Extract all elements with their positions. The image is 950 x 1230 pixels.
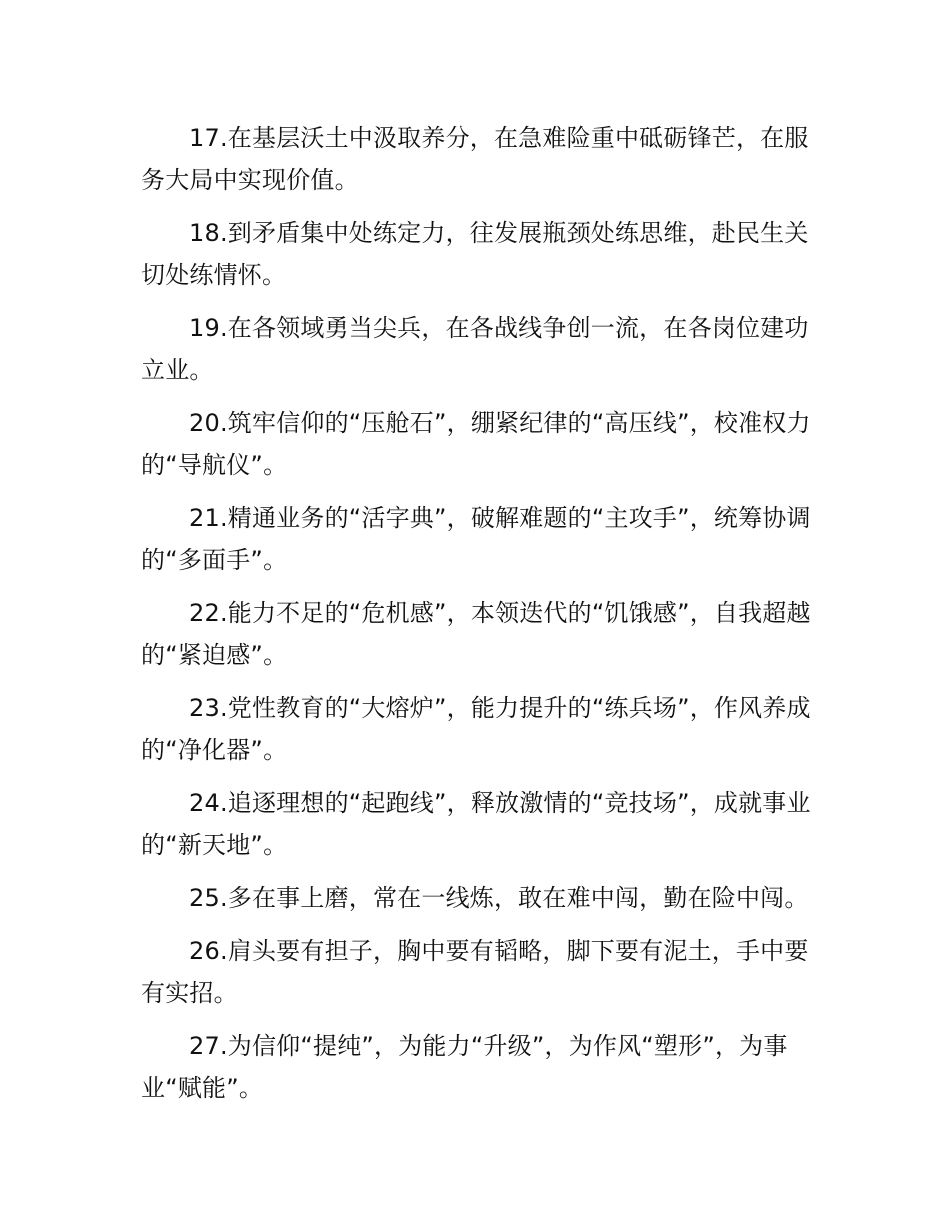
paragraph-20: 20.筑牢信仰的“压舱石”，绷紧纪律的“高压线”，校准权力的“导航仪”。 [141, 409, 811, 479]
document-body [141, 117, 811, 1120]
paragraph-25: 25.多在事上磨，常在一线炼，敢在难中闯，勤在险中闯。 [189, 884, 809, 912]
paragraph-19: 19.在各领域勇当尖兵，在各战线争创一流，在各岗位建功立业。 [141, 314, 809, 384]
paragraph-24: 24.追逐理想的“起跑线”，释放激情的“竞技场”，成就事业的“新天地”。 [141, 789, 811, 859]
paragraph-18: 18.到矛盾集中处练定力，往发展瓶颈处练思维，赴民生关切处练情怀。 [141, 219, 809, 289]
paragraph-26: 26.肩头要有担子，胸中要有韬略，脚下要有泥土，手中要有实招。 [141, 937, 809, 1007]
paragraph-21: 21.精通业务的“活字典”，破解难题的“主攻手”，统筹协调的“多面手”。 [141, 504, 811, 574]
paragraph-23: 23.党性教育的“大熔炉”，能力提升的“练兵场”，作风养成的“净化器”。 [141, 694, 811, 764]
paragraph-17: 17.在基层沃土中汲取养分，在急难险重中砥砺锋芒，在服务大局中实现价值。 [141, 124, 809, 194]
paragraph-22: 22.能力不足的“危机感”，本领迭代的“饥饿感”，自我超越的“紧迫感”。 [141, 599, 811, 669]
paragraph-27: 27.为信仰“提纯”，为能力“升级”，为作风“塑形”，为事业“赋能”。 [141, 1032, 788, 1102]
